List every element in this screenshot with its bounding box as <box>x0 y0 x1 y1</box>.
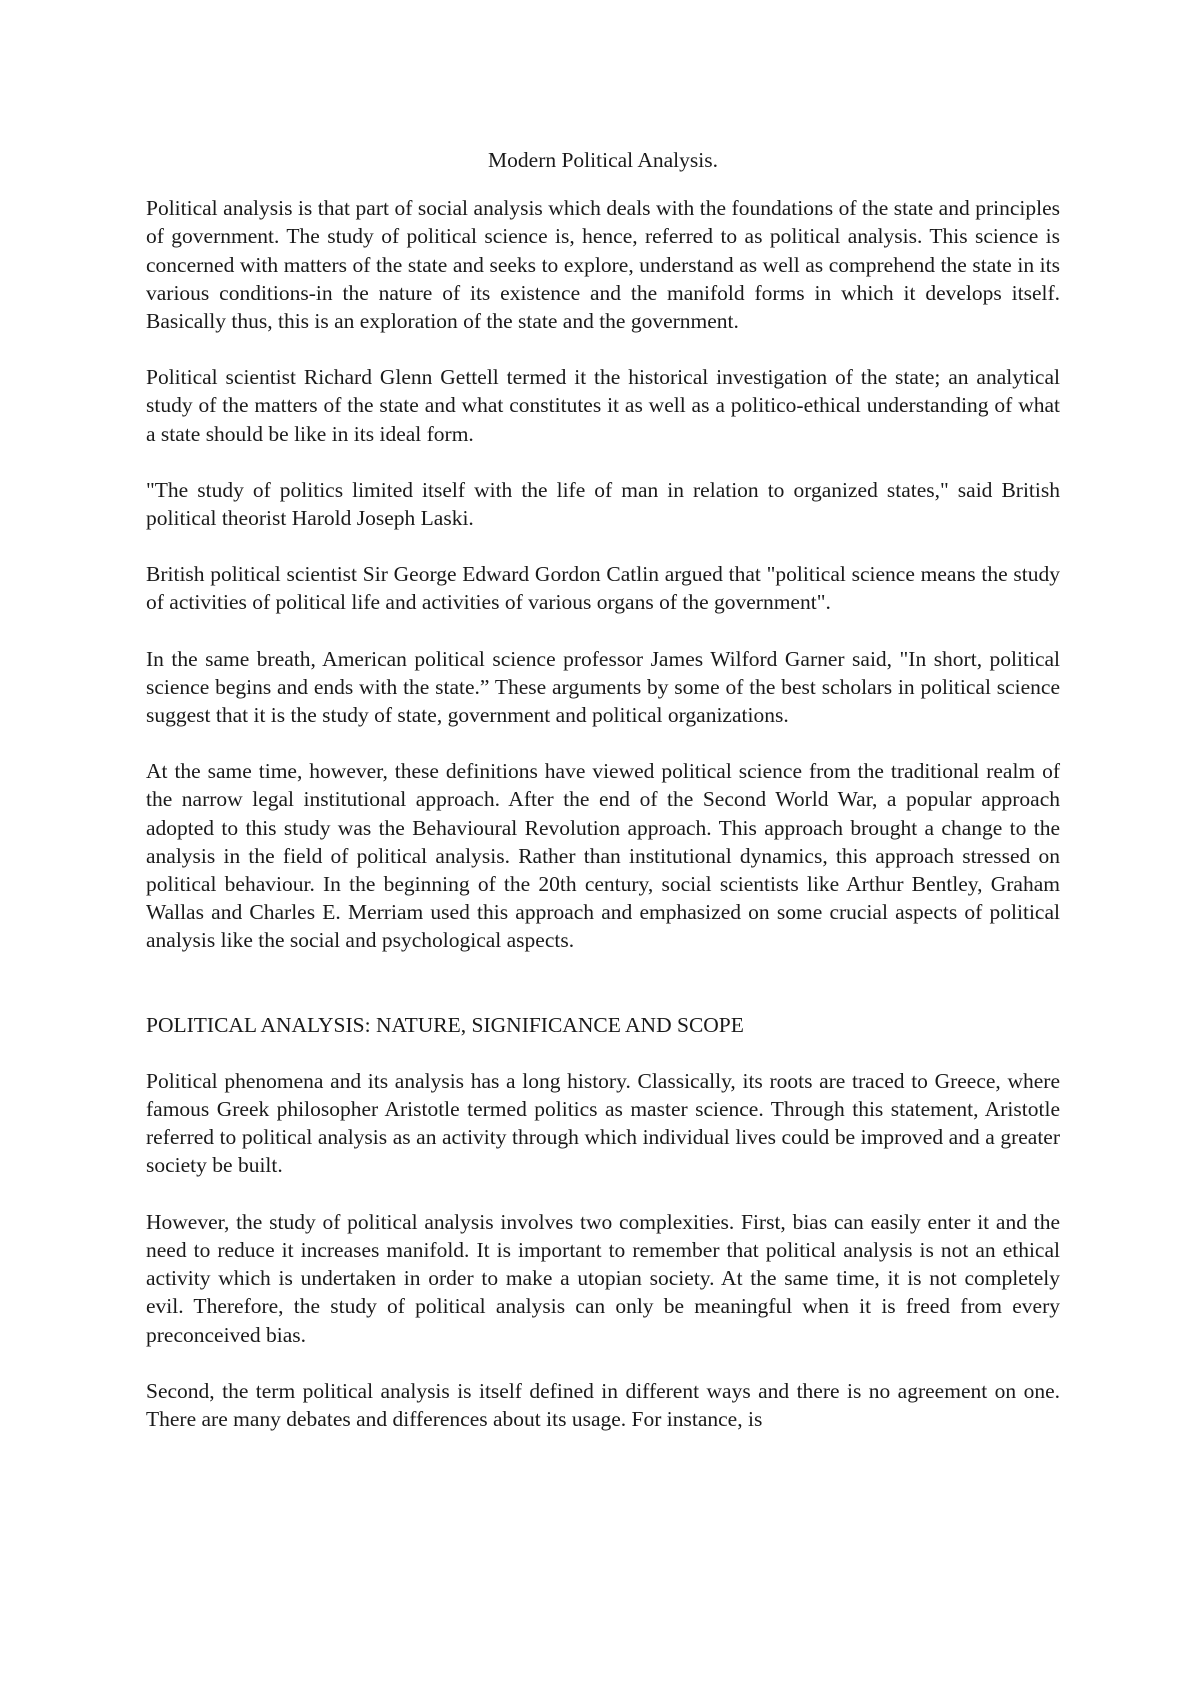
paragraph: However, the study of political analysis involves two complexities. First, bias can easily enter it and the need to reduce it increases manifold. It is important to remember that political analysis is not an ethical activity which is undertaken in order to make a utopian society. At the same time, it is not completely evil. Therefore, the study of political analysis can only be meaningful when it is freed from every preconceived bias. <box>146 1209 1060 1347</box>
paragraph: Political scientist Richard Glenn Gettell termed it the historical investigation of the state; an analytical study of the matters of the state and what constitutes it as well as a politico-ethical understanding of what a state should be like in its ideal form. <box>146 365 1060 446</box>
paragraph: Second, the term political analysis is itself defined in different ways and there is no agreement on one. There are many debates and differences about its usage. For instance, is <box>146 1378 1060 1431</box>
page-title: Modern Political Analysis. <box>488 148 718 172</box>
paragraph: Political analysis is that part of social analysis which deals with the foundations of the state and principles of government. The study of political science is, hence, referred to as political analysis. This science is concerned with matters of the state and seeks to explore, understand as well as comprehend the state in its various conditions-in the nature of its existence and the manifold forms in which it develops itself. Basically thus, this is an exploration of the state and the government. <box>146 196 1060 334</box>
section-heading: POLITICAL ANALYSIS: NATURE, SIGNIFICANCE AND SCOPE <box>146 1012 744 1037</box>
paragraph: British political scientist Sir George Edward Gordon Catlin argued that "political science means the study of activities of political life and activities of various organs of the government". <box>146 562 1060 615</box>
document-body <box>146 146 1060 1433</box>
paragraph: In the same breath, American political science professor James Wilford Garner said, "In short, political science begins and ends with the state.” These arguments by some of the best scholars in political science suggest that it is the study of state, government and political organizations. <box>146 646 1060 728</box>
paragraph: "The study of politics limited itself with the life of man in relation to organized states," said British political theorist Harold Joseph Laski. <box>146 477 1060 531</box>
paragraph: At the same time, however, these definitions have viewed political science from the traditional realm of the narrow legal institutional approach. After the end of the Second World War, a popular approach adopted to this study was the Behavioural Revolution approach. This approach brought a change to the analysis in the field of political analysis. Rather than institutional dynamics, this approach stressed on political behaviour. In the beginning of the 20th century, social scientists like Arthur Bentley, Graham Wallas and Charles E. Merriam used this approach and emphasized on some crucial aspects of political analysis like the social and psychological aspects. <box>146 759 1060 953</box>
paragraph: Political phenomena and its analysis has a long history. Classically, its roots are traced to Greece, where famous Greek philosopher Aristotle termed politics as master science. Through this statement, Aristotle referred to political analysis as an activity through which individual lives could be improved and a greater society be built. <box>146 1068 1060 1178</box>
